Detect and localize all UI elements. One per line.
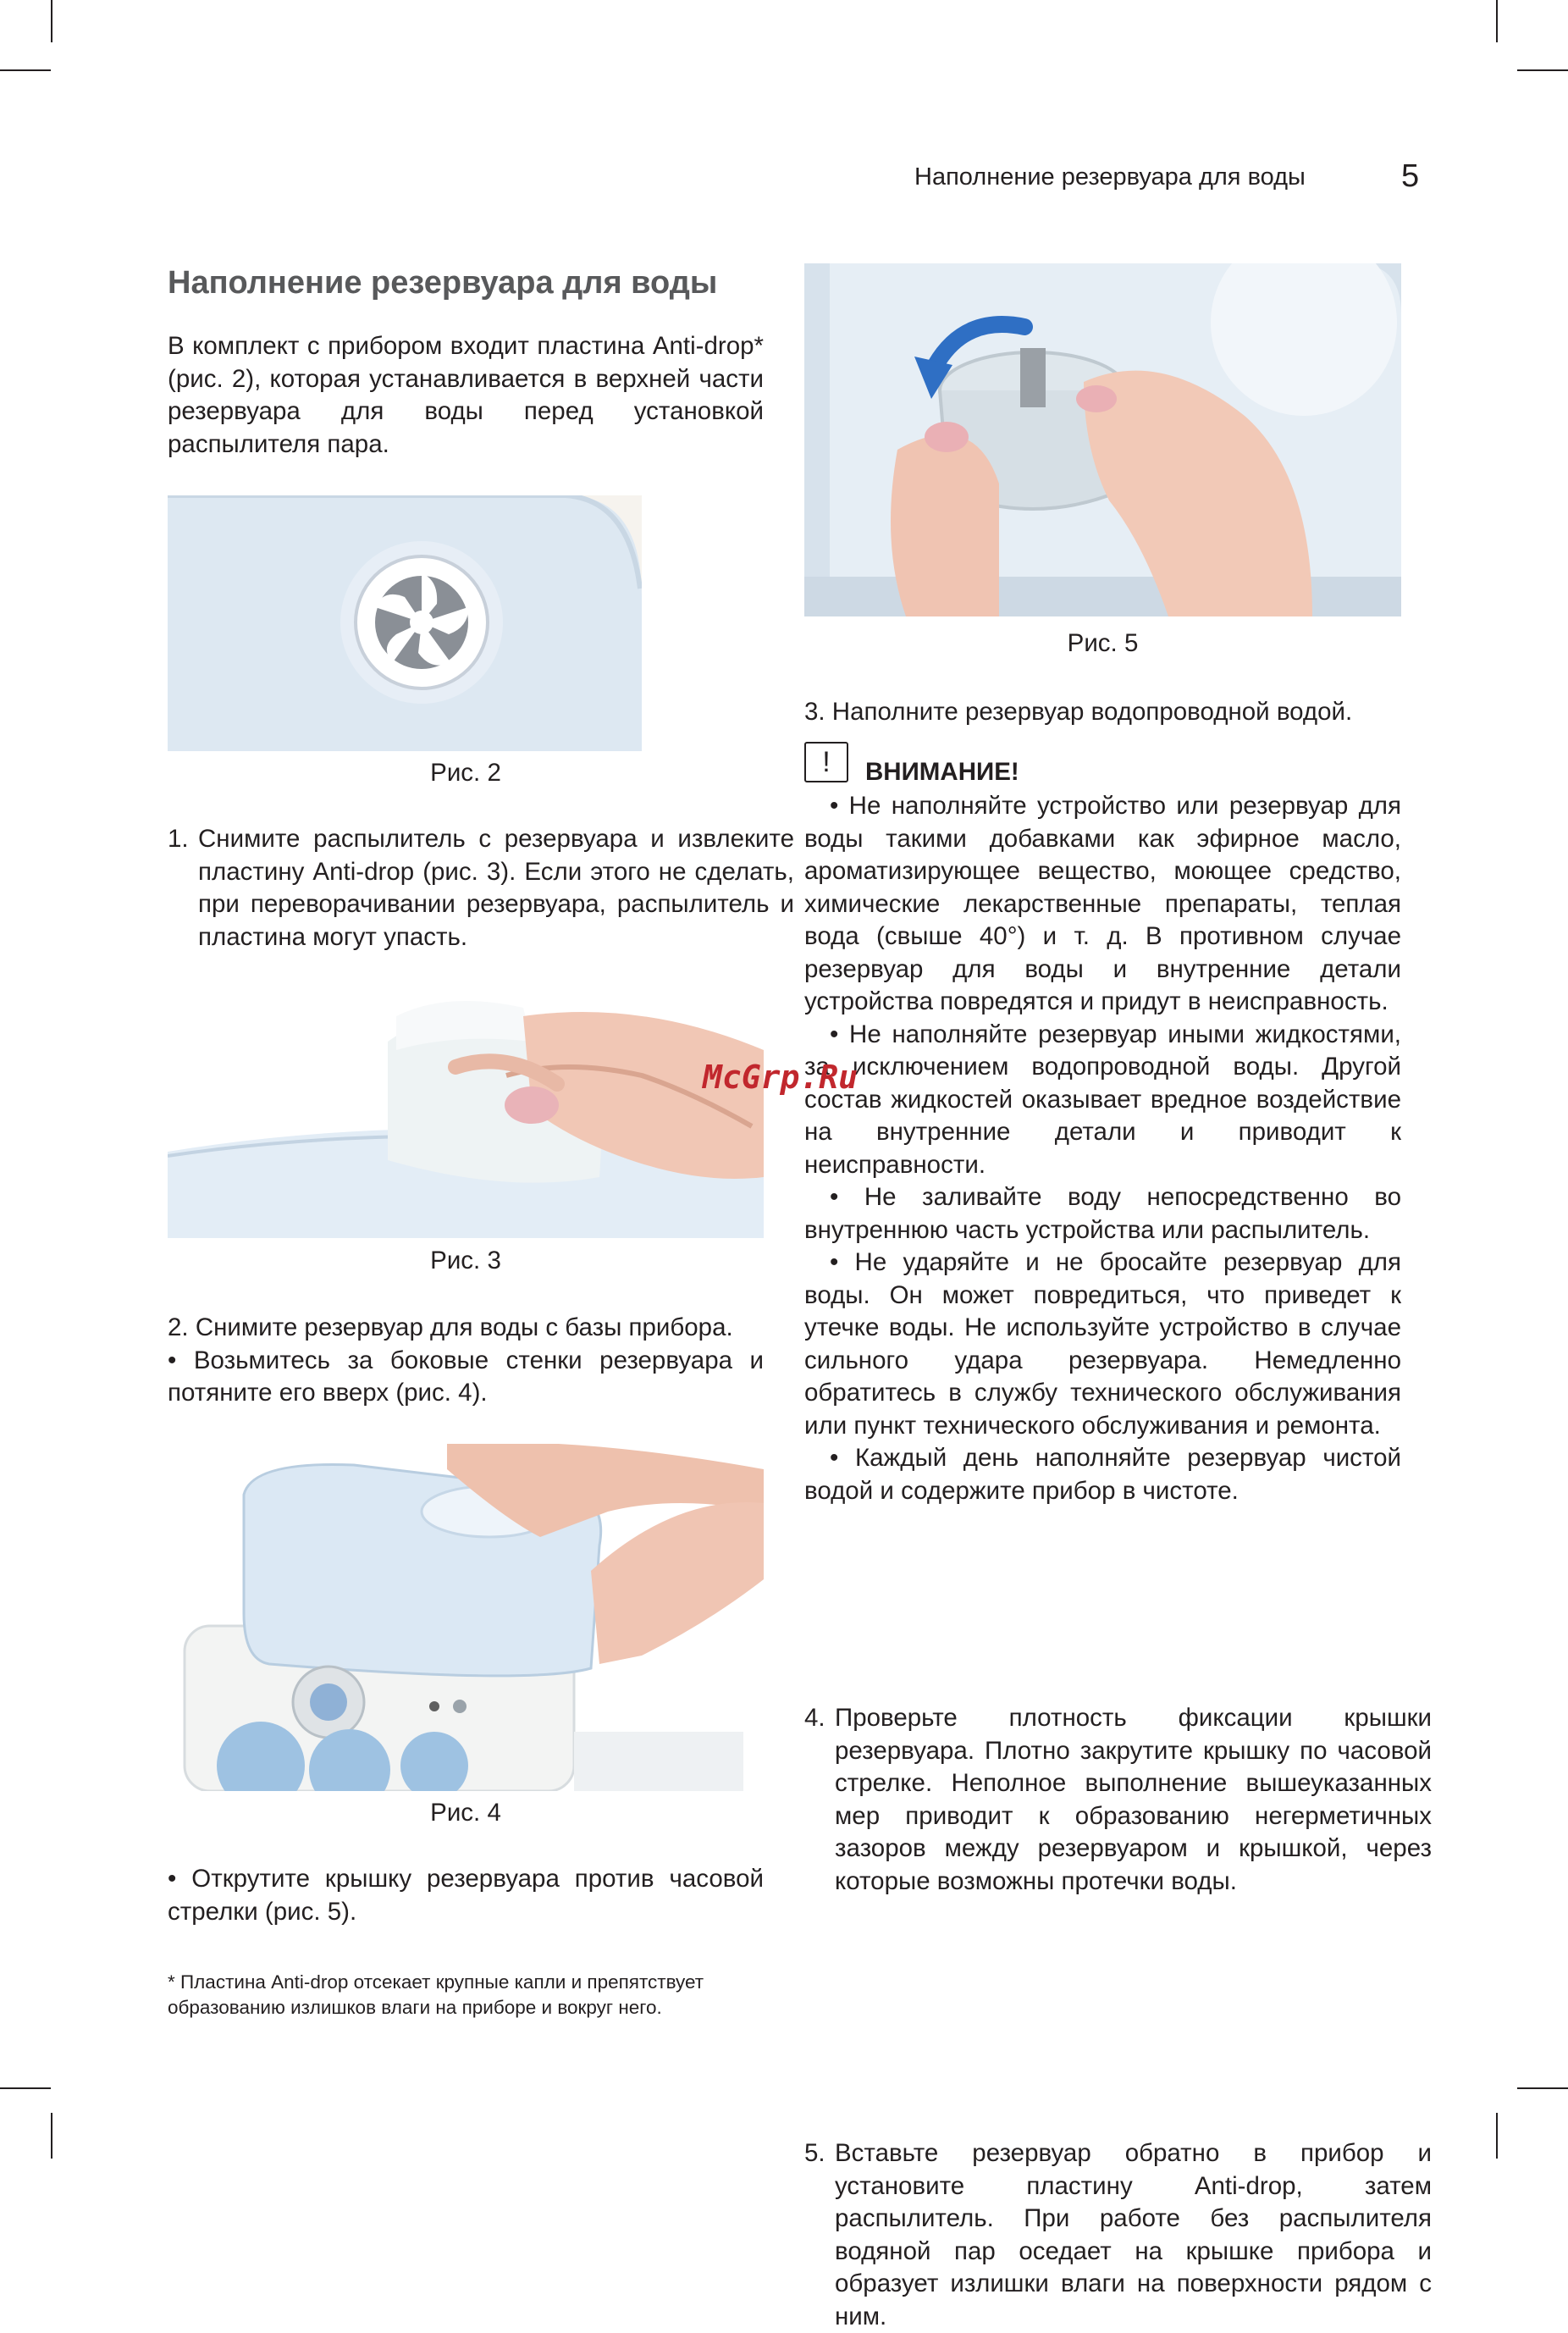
warning-item: • Не наполняйте устройство или резервуар для воды такими добавками как эфирное масло, ароматизирующее вещество, моющее средство, химические лекарственные препараты, теплая вода (свыше 40°) и т. д. В противном случае резервуар для воды и внутренние детали устройства повредятся и придут в неисправность. xyxy=(804,792,1401,1015)
watermark: McGrp.Ru xyxy=(703,1059,859,1096)
warning-icon: ! xyxy=(804,742,848,782)
warning-list xyxy=(804,790,1401,1507)
crop-mark xyxy=(1517,69,1568,71)
footnote: * Пластина Anti-drop отсекает крупные капли и препятствует образованию излишков влаги на приборе и вокруг него. xyxy=(168,1971,704,2018)
crop-mark xyxy=(51,0,52,42)
step-5-number: 5. xyxy=(804,2139,825,2167)
step-5 xyxy=(804,2137,1432,2333)
figure-2-caption: Рис. 2 xyxy=(430,759,501,787)
step-4 xyxy=(804,1702,1432,1898)
warning-item: • Не наполняйте резервуар иными жидкостями, за исключением водопроводной воды. Другой состав жидкостей оказывает вредное воздействие на внутренние детали и приводит к неисправности. xyxy=(804,1020,1401,1179)
step-1-text: Снимите распылитель с резервуара и извлеките пластину Anti-drop (рис. 3). Если этого не сделать, при переворачивании резервуара, распылитель и пластина могут упасть. xyxy=(198,825,794,951)
step-2-text: Снимите резервуар для воды с базы прибора. xyxy=(195,1313,733,1341)
step-2-number: 2. xyxy=(168,1313,189,1341)
warning-item: • Не ударяйте и не бросайте резервуар для воды. Он может повредиться, что приведет к утечке воды. Не используйте устройство в случае сильного удара резервуара. Немедленно обратитесь в службу технического обслуживания или пункт технического обслуживания и ремонта. xyxy=(804,1248,1401,1440)
step-3: 3. Наполните резервуар водопроводной водой. xyxy=(804,698,1353,726)
crop-mark xyxy=(0,69,51,71)
step-2-bullet: • Возьмитесь за боковые стенки резервуара и потяните его вверх (рис. 4). xyxy=(168,1346,764,1407)
step-4-text: Проверьте плотность фиксации крышки резервуара. Плотно закрутите крышку по часовой стрелке. Неполное выполнение вышеуказанных мер приводит к образованию негерметичных зазоров между резервуаром и крышкой, через которые возможны протечки воды. xyxy=(835,1704,1432,1895)
figure-4-caption: Рис. 4 xyxy=(430,1799,501,1827)
section-title: Наполнение резервуара для воды xyxy=(168,265,718,301)
warning-item: • Не заливайте воду непосредственно во внутреннюю часть устройства или распылитель. xyxy=(804,1183,1401,1244)
crop-mark xyxy=(1496,0,1498,42)
warning-title: ВНИМАНИЕ! xyxy=(865,758,1019,786)
page-number: 5 xyxy=(1401,158,1420,194)
step-2 xyxy=(168,1312,764,1410)
crop-mark xyxy=(1517,2087,1568,2089)
step-1 xyxy=(168,823,794,954)
crop-mark xyxy=(1496,2113,1498,2159)
step-1-number: 1. xyxy=(168,825,189,853)
step-2-bullet-2: • Открутите крышку резервуара против часовой стрелки (рис. 5). xyxy=(168,1865,764,1926)
warning-item: • Каждый день наполняйте резервуар чистой водой и содержите прибор в чистоте. xyxy=(804,1444,1401,1505)
figure-3-caption: Рис. 3 xyxy=(430,1247,501,1274)
figure-5-caption: Рис. 5 xyxy=(1067,629,1139,657)
intro-paragraph: В комплект с прибором входит пластина Anti-drop* (рис. 2), которая устанавливается в верхней части резервуара для воды перед установкой распылителя пара. xyxy=(168,332,764,458)
crop-mark xyxy=(0,2087,51,2089)
step-5-text: Вставьте резервуар обратно в прибор и установите пластину Anti-drop, затем распылитель. При работе без распылителя водяной пар оседает на крышке прибора и образует излишки влаги на поверхности рядом с ним. xyxy=(835,2139,1432,2330)
figure-4-image xyxy=(168,1444,764,1791)
figure-5-image xyxy=(804,263,1401,616)
step-4-number: 4. xyxy=(804,1704,825,1732)
figure-3-image xyxy=(168,982,764,1238)
crop-mark xyxy=(51,2113,52,2159)
running-title: Наполнение резервуара для воды xyxy=(914,163,1306,191)
figure-2-image xyxy=(168,495,642,751)
